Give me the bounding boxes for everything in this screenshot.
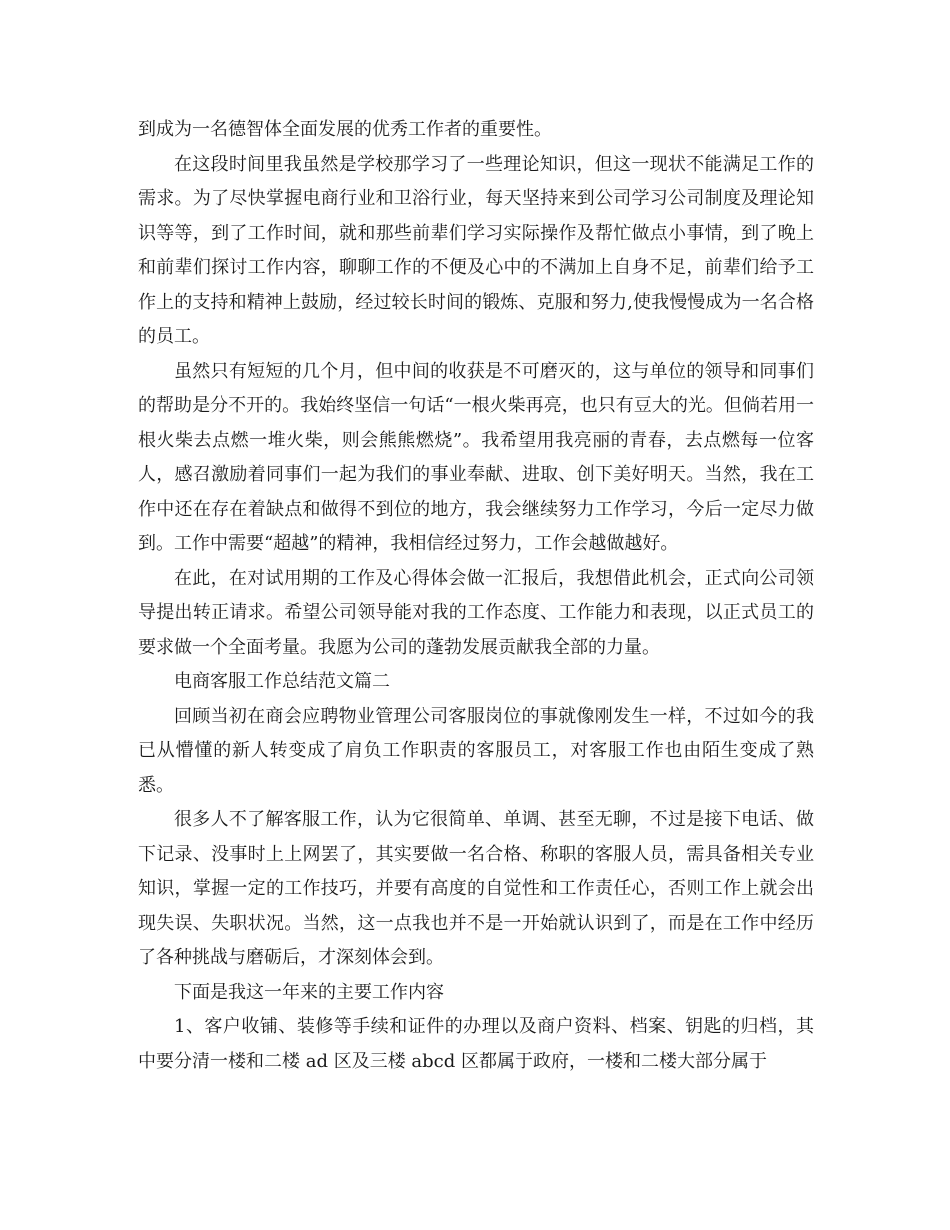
paragraph-review: 回顾当初在商会应聘物业管理公司客服岗位的事就像刚发生一样，不过如今的我已从懵懂的新人转变成了肩负工作职责的客服员工，对客服工作也由陌生变成了熟悉。 bbox=[138, 705, 814, 796]
paragraph-continuation: 到成为一名德智体全面发展的优秀工作者的重要性。 bbox=[138, 119, 552, 140]
paragraph-customer-service: 很多人不了解客服工作，认为它很简单、单调、甚至无聊，不过是接下电话、做下记录、没事时上上网罢了，其实要做一名合格、称职的客服人员，需具备相关专业知识，掌握一定的工作技巧，并要有高度的自觉性和工作责任心，否则工作上就会出现失误、失职状况。当然，这一点我也并不是一开始就认识到了，而是在工作中经历了各种挑战与磨砺后，才深刻体会到。 bbox=[138, 809, 814, 968]
document-page bbox=[138, 113, 814, 1079]
paragraph-request: 在此，在对试用期的工作及心得体会做一汇报后，我想借此机会，正式向公司领导提出转正请求。希望公司领导能对我的工作态度、工作能力和表现，以正式员工的要求做一个全面考量。我愿为公司的蓬勃发展贡献我全部的力量。 bbox=[138, 567, 814, 658]
section-heading: 电商客服工作总结范文篇二 bbox=[174, 671, 390, 692]
paragraph-item-1: 1、客户收铺、装修等手续和证件的办理以及商户资料、档案、钥匙的归档，其中要分清一楼和二楼 ad 区及三楼 abcd 区都属于政府，一楼和二楼大部分属于 bbox=[138, 1016, 814, 1072]
paragraph-work-intro: 下面是我这一年来的主要工作内容 bbox=[174, 981, 444, 1003]
paragraph-study-period: 在这段时间里我虽然是学校那学习了一些理论知识，但这一现状不能满足工作的需求。为了尽快掌握电商行业和卫浴行业，每天坚持来到公司学习公司制度及理论知识等等，到了工作时间，就和那些前辈们学习实际操作及帮忙做点小事情，到了晚上和前辈们探讨工作内容，聊聊工作的不便及心中的不满加上自身不足，前辈们给予工作上的支持和精神上鼓励，经过较长时间的锻炼、克服和努力,使我慢慢成为一名合格的员工。 bbox=[138, 153, 814, 347]
paragraph-gains: 虽然只有短短的几个月，但中间的收获是不可磨灭的，这与单位的领导和同事们的帮助是分不开的。我始终坚信一句话“一根火柴再亮，也只有豆大的光。但倘若用一根火柴去点燃一堆火柴，则会熊熊燃烧”。我希望用我亮丽的青春，去点燃每一位客人，感召激励着同事们一起为我们的事业奉献、进取、创下美好明天。当然，我在工作中还在存在着缺点和做得不到位的地方，我会继续努力工作学习，今后一定尽力做到。工作中需要“超越”的精神，我相信经过努力，工作会越做越好。 bbox=[138, 360, 814, 554]
